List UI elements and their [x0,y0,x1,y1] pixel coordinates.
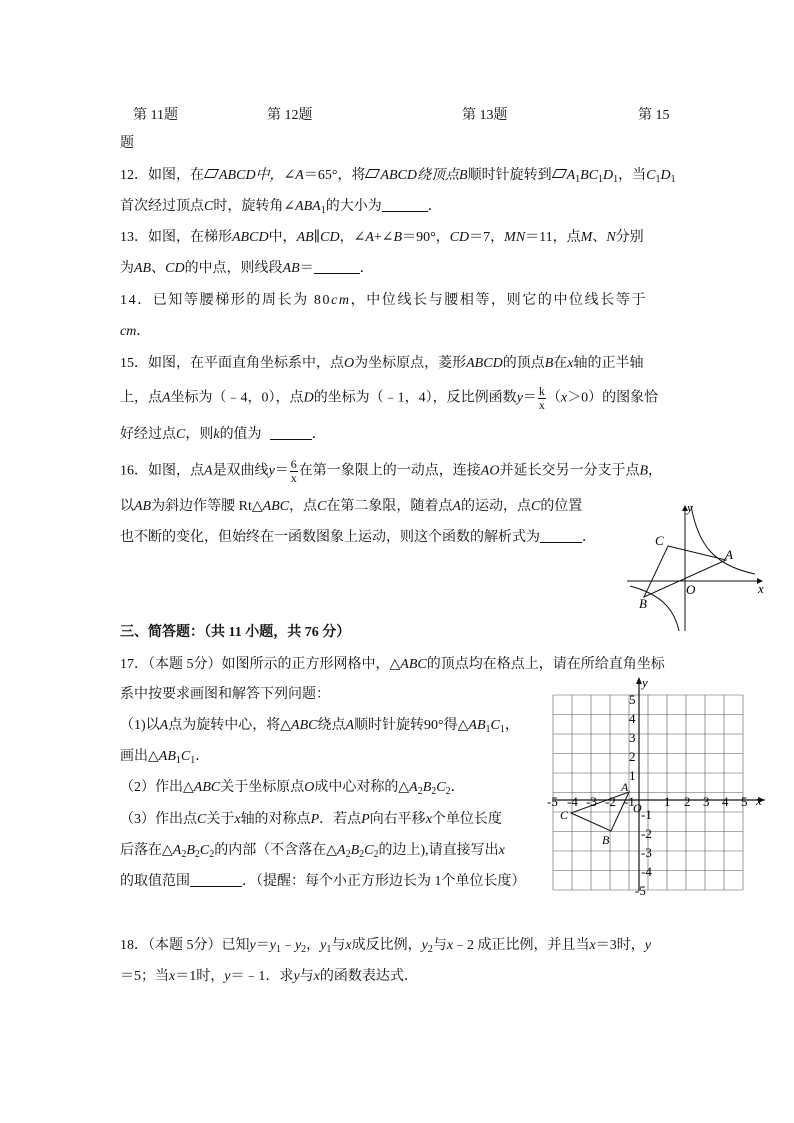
parallelogram-symbol [204,169,219,178]
question-17-line-3: （1)以A点为旋转中心，将△ABC绕点A顺时针旋转90°得$\triangle AB_1C_1$， [120,718,519,735]
y-tick-4: 4 [629,711,636,726]
question-13-line-1: 13．如图，在梯形ABCD中，AB∥CD，∠A+∠B＝90°，CD＝7，MN＝11，点M、N分别 [120,230,644,245]
grid-x-label: x [756,793,762,808]
x-tick-neg-1: -1 [624,794,635,809]
y-tick-2: 2 [629,749,636,764]
fig16-origin-label: O [686,582,696,597]
question-17-grid-figure [545,673,770,897]
question-15-line-1: 15．如图，在平面直角坐标系中，点O为坐标原点，菱形ABCD的顶点B在x轴的正半轴 [120,356,644,371]
question-16-figure [622,498,772,634]
x-tick-5: 5 [741,794,748,809]
y-tick-neg-5: -5 [635,883,646,897]
x-tick-neg-3: -3 [586,794,597,809]
question-15-line-3: 好经过点C，则k的值为 ． [120,427,326,442]
grid-point-a-label: A [621,780,629,794]
answer-blank-12[interactable] [382,197,428,212]
y-tick-1: 1 [629,768,636,783]
fig16-point-a-label: A [725,547,733,562]
question-18-line-2: ＝5；当x＝1时，y＝﹣1．求y与x的函数表达式． [120,969,418,984]
x-tick-3: 3 [703,794,710,809]
x-tick-2: 2 [684,794,691,809]
question-14-line-2: cm． [120,324,151,339]
question-17-line-7: 后落在$\triangle A_2B_2C_2$的内部（不含落在$\triangle A_2B_2C_2$的边上),请直接写出x [120,843,505,860]
x-tick-neg-2: -2 [605,794,616,809]
x-tick-neg-4: -4 [567,794,578,809]
x-tick-neg-5: -5 [547,794,558,809]
question-12-line-2: 首次经过顶点C时，旋转角$\angle ABA_1$的大小为 ． [120,199,442,216]
figure-label-12: 第 12题 [267,108,313,123]
y-tick-neg-1: -1 [641,807,652,822]
figure-label-11: 第 11题 [133,108,178,123]
fig16-y-label: y [687,500,693,515]
fraction-6-over-x: $\frac{6}{x}$ [290,457,297,485]
question-13-line-2: 为AB、CD的中点，则线段AB＝ ． [120,261,374,276]
hyperbola-branch-q1 [691,506,755,574]
triangle-abc-grid [571,792,629,831]
grid-point-b-label: B [602,833,610,847]
question-18-line-1: 18．（本题 5分）已知$y=y_1﹣y_2$，$y_1$与x成反比例，$y_2$与x﹣2 成正比例，并且当x＝3时，y [120,938,651,955]
question-17-line-4: 画出$\triangle AB_1C_1$． [120,749,210,766]
question-15-line-2: 上，点A坐标为（﹣4，0），点D的坐标为（﹣1，4），反比例函数y＝ $\frac{k}{x}$ （x＞0）的图象恰 [120,384,659,412]
question-16-line-1: 16．如图，点A是双曲线y＝ $\frac{6}{x}$ 在第一象限上的一动点，连接AO并延长交另一分支于点B， [120,457,663,485]
y-tick-neg-4: -4 [641,864,652,879]
question-17-line-5: （2）作出△ABC关于坐标原点O成中心对称的$\triangle A_2B_2C_2$． [120,780,465,797]
question-17-line-2: 系中按要求画图和解答下列问题： [120,687,330,702]
y-tick-5: 5 [629,692,636,707]
question-16-line-3: 也不断的变化，但始终在一函数图象上运动，则这个函数的解析式为 ． [120,530,596,545]
y-tick-neg-2: -2 [641,826,652,841]
grid-origin-label: O [633,801,642,815]
question-17-line-8: 的取值范围 ．（提醒：每个小正方形边长为 1个单位长度） [120,874,526,889]
y-tick-3: 3 [629,730,636,745]
section-3-heading: 三、简答题：（共 11 小题，共 76 分） [120,625,351,640]
x-tick-4: 4 [722,794,729,809]
figure-label-continuation: 题 [120,136,134,151]
fig16-point-c-label: C [655,533,664,548]
parallelogram-symbol [365,169,380,178]
question-12-line-1: 12．如图，在 ABCD中，∠A＝65°，将 ABCD绕顶点B顺时针旋转到 $A_1BC_1D_1$，当$C_1D_1$ [120,168,676,185]
fig16-x-label: x [758,581,764,596]
answer-blank-15[interactable] [270,425,312,440]
figure-label-15: 第 15 [638,108,670,123]
fig16-point-b-label: B [639,596,647,611]
answer-blank-16[interactable] [540,528,582,543]
question-14-line-1: 14．已知等腰梯形的周长为 80cm，中位线长与腰相等，则它的中位线长等于 [120,293,648,308]
grid-point-c-label: C [560,808,569,822]
answer-blank-17[interactable] [190,872,242,887]
grid-y-label: y [642,675,648,690]
grid-lines [553,695,743,890]
x-tick-1: 1 [664,794,671,809]
figure-label-13: 第 13题 [462,108,508,123]
question-17-line-1: 17．（本题 5分）如图所示的正方形网格中，△ABC的顶点均在格点上，请在所给直角坐标 [120,657,665,672]
answer-blank-13[interactable] [314,259,360,274]
question-17-line-6: （3）作出点C关于x轴的对称点P．若点P向右平移x个单位长度 [120,812,502,827]
question-16-line-2: 以AB为斜边作等腰 Rt△ABC，点C在第二象限，随着点A的运动，点C的位置 [120,499,583,514]
fraction-k-over-x: $\frac{k}{x}$ [538,384,545,412]
parallelogram-symbol [551,169,566,178]
y-tick-neg-3: -3 [641,845,652,860]
